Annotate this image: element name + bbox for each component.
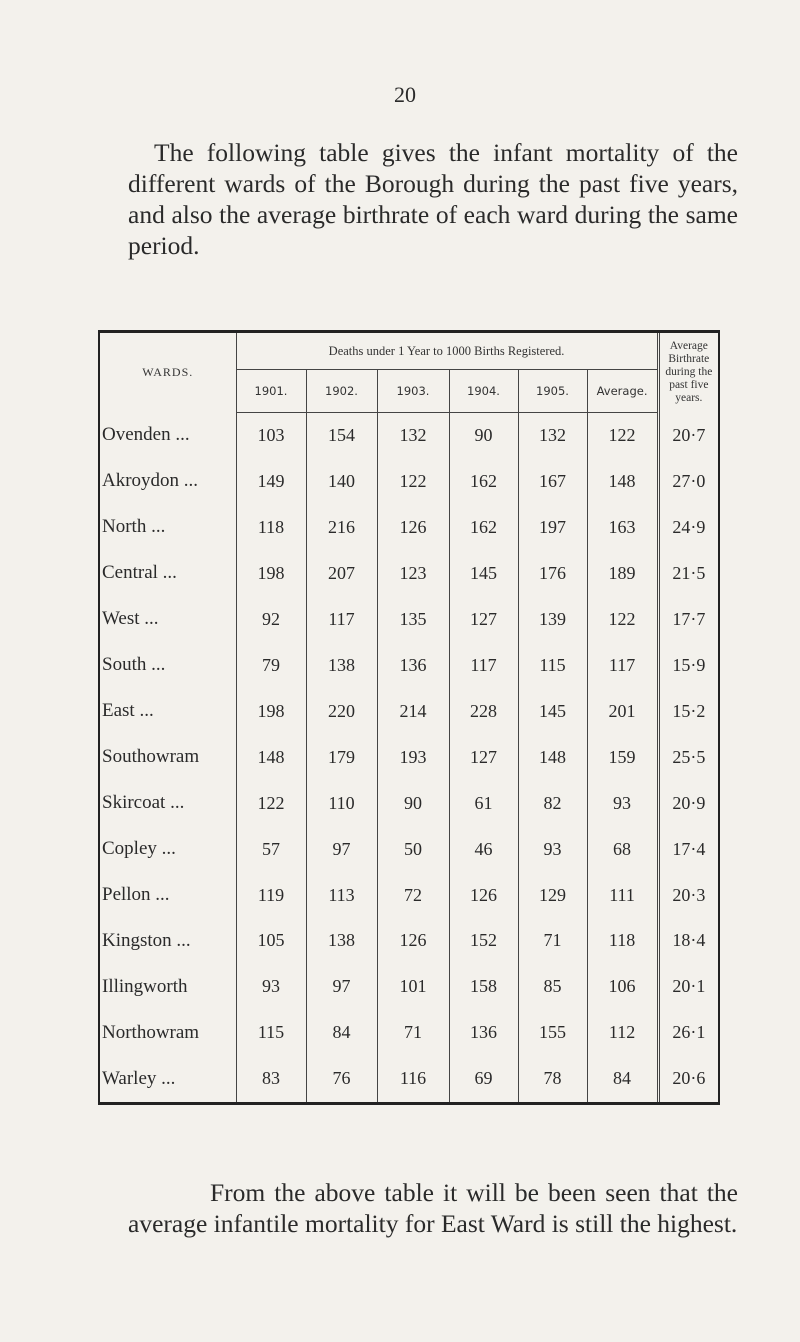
ward-name-cell: Central ... [102, 562, 177, 584]
deaths-group-header: Deaths under 1 Year to 1000 Births Registered. [236, 333, 658, 370]
deaths-cell: 145 [449, 550, 518, 596]
deaths-cell: 105 [236, 918, 306, 964]
outro-paragraph: From the above table it will be been seen that the average infantile mortality for East Ward is still the highest. [128, 1178, 738, 1238]
deaths-cell: 155 [518, 1010, 587, 1056]
deaths-cell: 93 [236, 964, 306, 1010]
birthrate-cell: 20·9 [658, 780, 718, 826]
average-deaths-cell: 118 [587, 918, 658, 964]
deaths-cell: 132 [377, 413, 449, 459]
average-deaths-cell: 163 [587, 504, 658, 550]
average-deaths-cell: 122 [587, 413, 658, 459]
deaths-cell: 103 [236, 413, 306, 459]
deaths-cell: 79 [236, 642, 306, 688]
deaths-cell: 127 [449, 596, 518, 642]
ward-name-cell: South ... [102, 654, 166, 676]
deaths-cell: 92 [236, 596, 306, 642]
average-deaths-cell: 189 [587, 550, 658, 596]
ward-name-cell: North ... [102, 516, 166, 538]
deaths-cell: 148 [518, 734, 587, 780]
table-row [100, 780, 718, 826]
deaths-cell: 127 [449, 734, 518, 780]
deaths-cell: 69 [449, 1056, 518, 1102]
deaths-cell: 126 [377, 918, 449, 964]
deaths-cell: 93 [518, 826, 587, 872]
deaths-cell: 117 [306, 596, 377, 642]
deaths-cell: 145 [518, 688, 587, 734]
deaths-cell: 162 [449, 458, 518, 504]
deaths-cell: 115 [236, 1010, 306, 1056]
year-header-1901: 1901. [236, 370, 306, 413]
page-number: 20 [394, 82, 416, 107]
deaths-cell: 101 [377, 964, 449, 1010]
ward-name-cell: Pellon ... [102, 884, 170, 905]
table-row [100, 688, 718, 734]
average-deaths-cell: 111 [587, 872, 658, 918]
deaths-cell: 84 [306, 1010, 377, 1056]
deaths-cell: 85 [518, 964, 587, 1010]
table-row [100, 1056, 718, 1102]
average-deaths-cell: 148 [587, 458, 658, 504]
deaths-cell: 110 [306, 780, 377, 826]
ward-name-cell: East ... [102, 700, 154, 722]
wards-column-header: WARDS. [142, 365, 194, 380]
average-deaths-cell: 93 [587, 780, 658, 826]
deaths-cell: 119 [236, 872, 306, 918]
deaths-cell: 61 [449, 780, 518, 826]
table-row [100, 596, 718, 642]
deaths-cell: 126 [377, 504, 449, 550]
deaths-cell: 116 [377, 1056, 449, 1102]
ward-name-cell: Kingston ... [102, 929, 191, 951]
birthrate-cell: 24·9 [658, 504, 718, 550]
year-header-1902: 1902. [306, 370, 377, 413]
ward-name-cell: Skircoat ... [102, 792, 185, 814]
ward-name-cell: Southowram [102, 746, 200, 768]
table-row [100, 458, 718, 504]
birthrate-cell: 17·7 [658, 596, 718, 642]
ward-name-cell: Ovenden ... [102, 424, 190, 446]
deaths-cell: 139 [518, 596, 587, 642]
deaths-cell: 90 [449, 413, 518, 459]
average-deaths-cell: 159 [587, 734, 658, 780]
deaths-cell: 167 [518, 458, 587, 504]
deaths-cell: 117 [449, 642, 518, 688]
table-row [100, 964, 718, 1010]
deaths-cell: 97 [306, 826, 377, 872]
deaths-cell: 71 [377, 1010, 449, 1056]
table-row [100, 918, 718, 964]
average-deaths-cell: 106 [587, 964, 658, 1010]
deaths-cell: 83 [236, 1056, 306, 1102]
average-deaths-cell: 112 [587, 1010, 658, 1056]
table-row [100, 550, 718, 596]
birthrate-cell: 20·7 [658, 413, 718, 459]
deaths-cell: 78 [518, 1056, 587, 1102]
year-header-1904: 1904. [449, 370, 518, 413]
birthrate-cell: 26·1 [658, 1010, 718, 1056]
deaths-cell: 71 [518, 918, 587, 964]
deaths-cell: 158 [449, 964, 518, 1010]
infant-mortality-table-frame [98, 330, 720, 1105]
deaths-cell: 126 [449, 872, 518, 918]
deaths-cell: 152 [449, 918, 518, 964]
deaths-cell: 136 [377, 642, 449, 688]
deaths-cell: 118 [236, 504, 306, 550]
birthrate-cell: 25·5 [658, 734, 718, 780]
deaths-cell: 214 [377, 688, 449, 734]
birthrate-cell: 20·6 [658, 1056, 718, 1102]
average-deaths-cell: 117 [587, 642, 658, 688]
deaths-cell: 132 [518, 413, 587, 459]
deaths-cell: 82 [518, 780, 587, 826]
deaths-cell: 72 [377, 872, 449, 918]
birthrate-cell: 18·4 [658, 918, 718, 964]
infant-mortality-table [100, 333, 718, 1102]
table-row [100, 734, 718, 780]
deaths-cell: 198 [236, 688, 306, 734]
year-header-1903: 1903. [377, 370, 449, 413]
deaths-cell: 220 [306, 688, 377, 734]
table-row [100, 872, 718, 918]
birthrate-cell: 20·1 [658, 964, 718, 1010]
birthrate-cell: 27·0 [658, 458, 718, 504]
deaths-cell: 198 [236, 550, 306, 596]
average-deaths-cell: 68 [587, 826, 658, 872]
average-header: Average. [587, 370, 658, 413]
ward-name-cell: Warley ... [102, 1067, 176, 1089]
ward-name-cell: Illingworth [102, 975, 188, 997]
table-row [100, 1010, 718, 1056]
year-header-1905: 1905. [518, 370, 587, 413]
deaths-cell: 50 [377, 826, 449, 872]
deaths-cell: 140 [306, 458, 377, 504]
deaths-cell: 149 [236, 458, 306, 504]
deaths-cell: 135 [377, 596, 449, 642]
deaths-cell: 90 [377, 780, 449, 826]
table-row [100, 413, 718, 459]
table-row [100, 504, 718, 550]
birthrate-cell: 21·5 [658, 550, 718, 596]
deaths-cell: 216 [306, 504, 377, 550]
deaths-cell: 113 [306, 872, 377, 918]
ward-name-cell: Akroydon ... [102, 470, 199, 492]
ward-name-cell: West ... [102, 608, 159, 630]
average-deaths-cell: 201 [587, 688, 658, 734]
table-header [100, 333, 718, 413]
average-deaths-cell: 122 [587, 596, 658, 642]
ward-name-cell: Copley ... [102, 838, 176, 860]
birthrate-cell: 20·3 [658, 872, 718, 918]
table-body [100, 413, 718, 1103]
intro-paragraph: The following table gives the infant mortality of the different wards of the Borough during the past five years, and also the average birthrate of each ward during the same period. [128, 138, 738, 260]
birthrate-column-header: Average Birthrate during the past five years. [658, 333, 718, 413]
deaths-cell: 207 [306, 550, 377, 596]
deaths-cell: 57 [236, 826, 306, 872]
table-row [100, 826, 718, 872]
table-row [100, 642, 718, 688]
ward-name-cell: Northowram [102, 1021, 200, 1043]
deaths-cell: 197 [518, 504, 587, 550]
deaths-cell: 138 [306, 642, 377, 688]
deaths-cell: 179 [306, 734, 377, 780]
deaths-cell: 136 [449, 1010, 518, 1056]
deaths-cell: 129 [518, 872, 587, 918]
deaths-cell: 123 [377, 550, 449, 596]
deaths-cell: 176 [518, 550, 587, 596]
deaths-cell: 46 [449, 826, 518, 872]
deaths-cell: 122 [236, 780, 306, 826]
deaths-cell: 76 [306, 1056, 377, 1102]
deaths-cell: 97 [306, 964, 377, 1010]
deaths-cell: 138 [306, 918, 377, 964]
birthrate-cell: 15·9 [658, 642, 718, 688]
deaths-cell: 148 [236, 734, 306, 780]
deaths-cell: 162 [449, 504, 518, 550]
average-deaths-cell: 84 [587, 1056, 658, 1102]
birthrate-cell: 15·2 [658, 688, 718, 734]
deaths-cell: 228 [449, 688, 518, 734]
deaths-cell: 122 [377, 458, 449, 504]
deaths-cell: 154 [306, 413, 377, 459]
deaths-cell: 193 [377, 734, 449, 780]
birthrate-cell: 17·4 [658, 826, 718, 872]
deaths-cell: 115 [518, 642, 587, 688]
